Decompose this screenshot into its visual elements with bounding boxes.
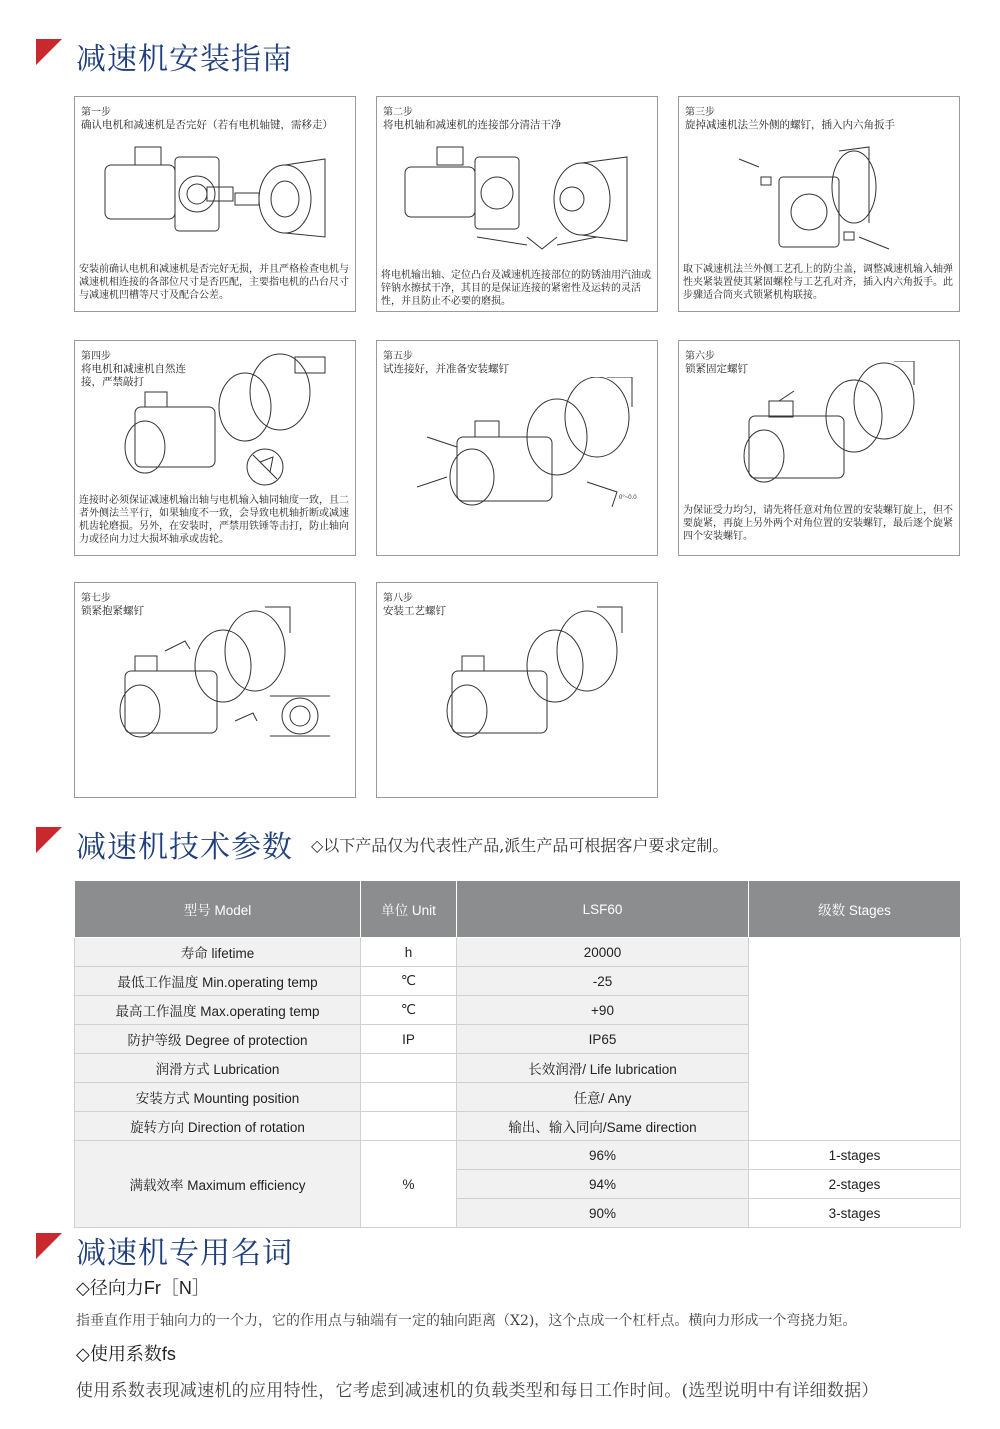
step-heading: 试连接好，并准备安装螺钉 [383,363,509,375]
step-heading: 安装工艺螺钉 [383,605,446,617]
lock-clamp-screw-illustration [105,601,355,761]
step-number: 第三步 [685,107,715,118]
table-row: 寿命 lifetime h 20000 [75,938,961,967]
step-number: 第一步 [81,107,111,118]
step-description: 连接时必须保证减速机输出轴与电机输入轴同轴度一致，且二者外侧法兰平行，如果轴度不一致，会导致电机轴折断或减速机齿轮磨损。另外，在安装时，严禁用铁锤等击打，防止轴向力或径向力过大损坏轴承或齿轮。 [79,495,349,545]
step-heading: 确认电机和减速机是否完好（若有电机轴键，需移走） [81,119,333,131]
step-5-card [376,340,658,556]
step-heading: 锁紧抱紧螺钉 [81,605,144,617]
trial-connect-illustration [417,377,657,537]
step-heading: 将电机轴和减速机的连接部分清洁干净 [383,119,562,131]
term-desc-service-factor: 使用系数表现减速机的应用特性，它考虑到减速机的负载类型和每日工作时间。(选型说明中有详细数据） [76,1381,879,1401]
red-triangle-icon [36,39,62,65]
step-description: 取下减速机法兰外侧工艺孔上的防尘盖，调整减速机输入轴弹性夹紧装置使其紧固螺栓与工艺孔对齐，插入内六角扳手。此步骤适合筒夹式锁紧机构联接。 [683,264,953,301]
step-1-card [74,96,356,312]
tech-params-table [74,880,961,1228]
step-number: 第七步 [81,593,111,604]
step-heading: 将电机和减速机自然连接，严禁敲打 [81,363,186,388]
step-number: 第六步 [685,351,715,362]
table-row: 安装方式 Mounting position 任意/ Any [75,1083,961,1112]
table-row: 90% 3-stages [75,1199,961,1228]
term-title-radial-force: ◇径向力Fr［N］ [76,1278,210,1298]
connect-illustration [105,347,355,487]
header-stages: 级数 Stages [749,881,961,938]
cleaning-illustration [397,137,647,257]
table-row: 最高工作温度 Max.operating temp ℃ +90 [75,996,961,1025]
tech-params-note: ◇以下产品仅为代表性产品,派生产品可根据客户要求定制。 [311,835,729,855]
motor-reducer-separate-illustration [95,137,345,257]
remove-screw-illustration [719,137,939,257]
step-description: 为保证受力均匀，请先将任意对角位置的安装螺钉旋上，但不要旋紧，再旋上另外两个对角位置的安装螺钉，最后逐个旋紧四个安装螺钉。 [683,505,953,542]
header-lsf60: LSF60 [457,881,749,938]
step5-angle-label: 0°~0.0 [619,495,637,501]
table-row: 防护等级 Degree of protection IP IP65 [75,1025,961,1054]
tech-params-title: 减速机技术参数 ◇以下产品仅为代表性产品,派生产品可根据客户要求定制。 [36,822,728,866]
red-triangle-icon [36,1233,62,1259]
step-6-card [678,340,960,556]
tighten-screws-illustration [729,361,949,501]
step-heading: 旋掉减速机法兰外侧的螺钉，插入内六角扳手 [685,119,895,131]
table-row: 94% 2-stages [75,1170,961,1199]
header-model: 型号 Model [75,881,361,938]
term-title-service-factor: ◇使用系数fs [76,1344,176,1364]
red-triangle-icon [36,827,62,853]
step-number: 第八步 [383,593,413,604]
step-heading: 锁紧固定螺钉 [685,363,748,375]
step-7-card [74,582,356,798]
header-unit: 单位 Unit [361,881,457,938]
install-process-screw-illustration [427,601,647,761]
step-8-card [376,582,658,798]
step-4-card [74,340,356,556]
install-guide-title: 减速机安装指南 [36,34,293,78]
stages-empty-cell [749,938,961,1141]
table-row: 旋转方向 Direction of rotation 输出、输入同向/Same direction [75,1112,961,1141]
step-description: 安装前确认电机和减速机是否完好无损，并且严格检查电机与减速机相连接的各部位尺寸是否匹配，主要指电机的凸台尺寸与减速机凹槽等尺寸及配合公差。 [79,264,349,301]
step-number: 第四步 [81,351,111,362]
step-number: 第五步 [383,351,413,362]
step-description: 将电机输出轴、定位凸台及减速机连接部位的防锈油用汽油或锌钠水擦拭干净，其目的是保证连接的紧密性及运转的灵活性，并且防止不必要的磨损。 [381,270,651,307]
step-2-card [376,96,658,312]
table-header-row [75,881,961,938]
table-row: 润滑方式 Lubrication 长效润滑/ Life lubrication [75,1054,961,1083]
terms-title: 减速机专用名词 [36,1228,293,1272]
table-row: 最低工作温度 Min.operating temp ℃ -25 [75,967,961,996]
table-row: 满载效率 Maximum efficiency % 96% 1-stages [75,1141,961,1170]
step-number: 第二步 [383,107,413,118]
step-3-card [678,96,960,312]
term-desc-radial-force: 指垂直作用于轴向力的一个力，它的作用点与轴端有一定的轴向距离（X2)，这个点成一个杠杆点。横向力形成一个弯挠力矩。 [76,1313,857,1329]
